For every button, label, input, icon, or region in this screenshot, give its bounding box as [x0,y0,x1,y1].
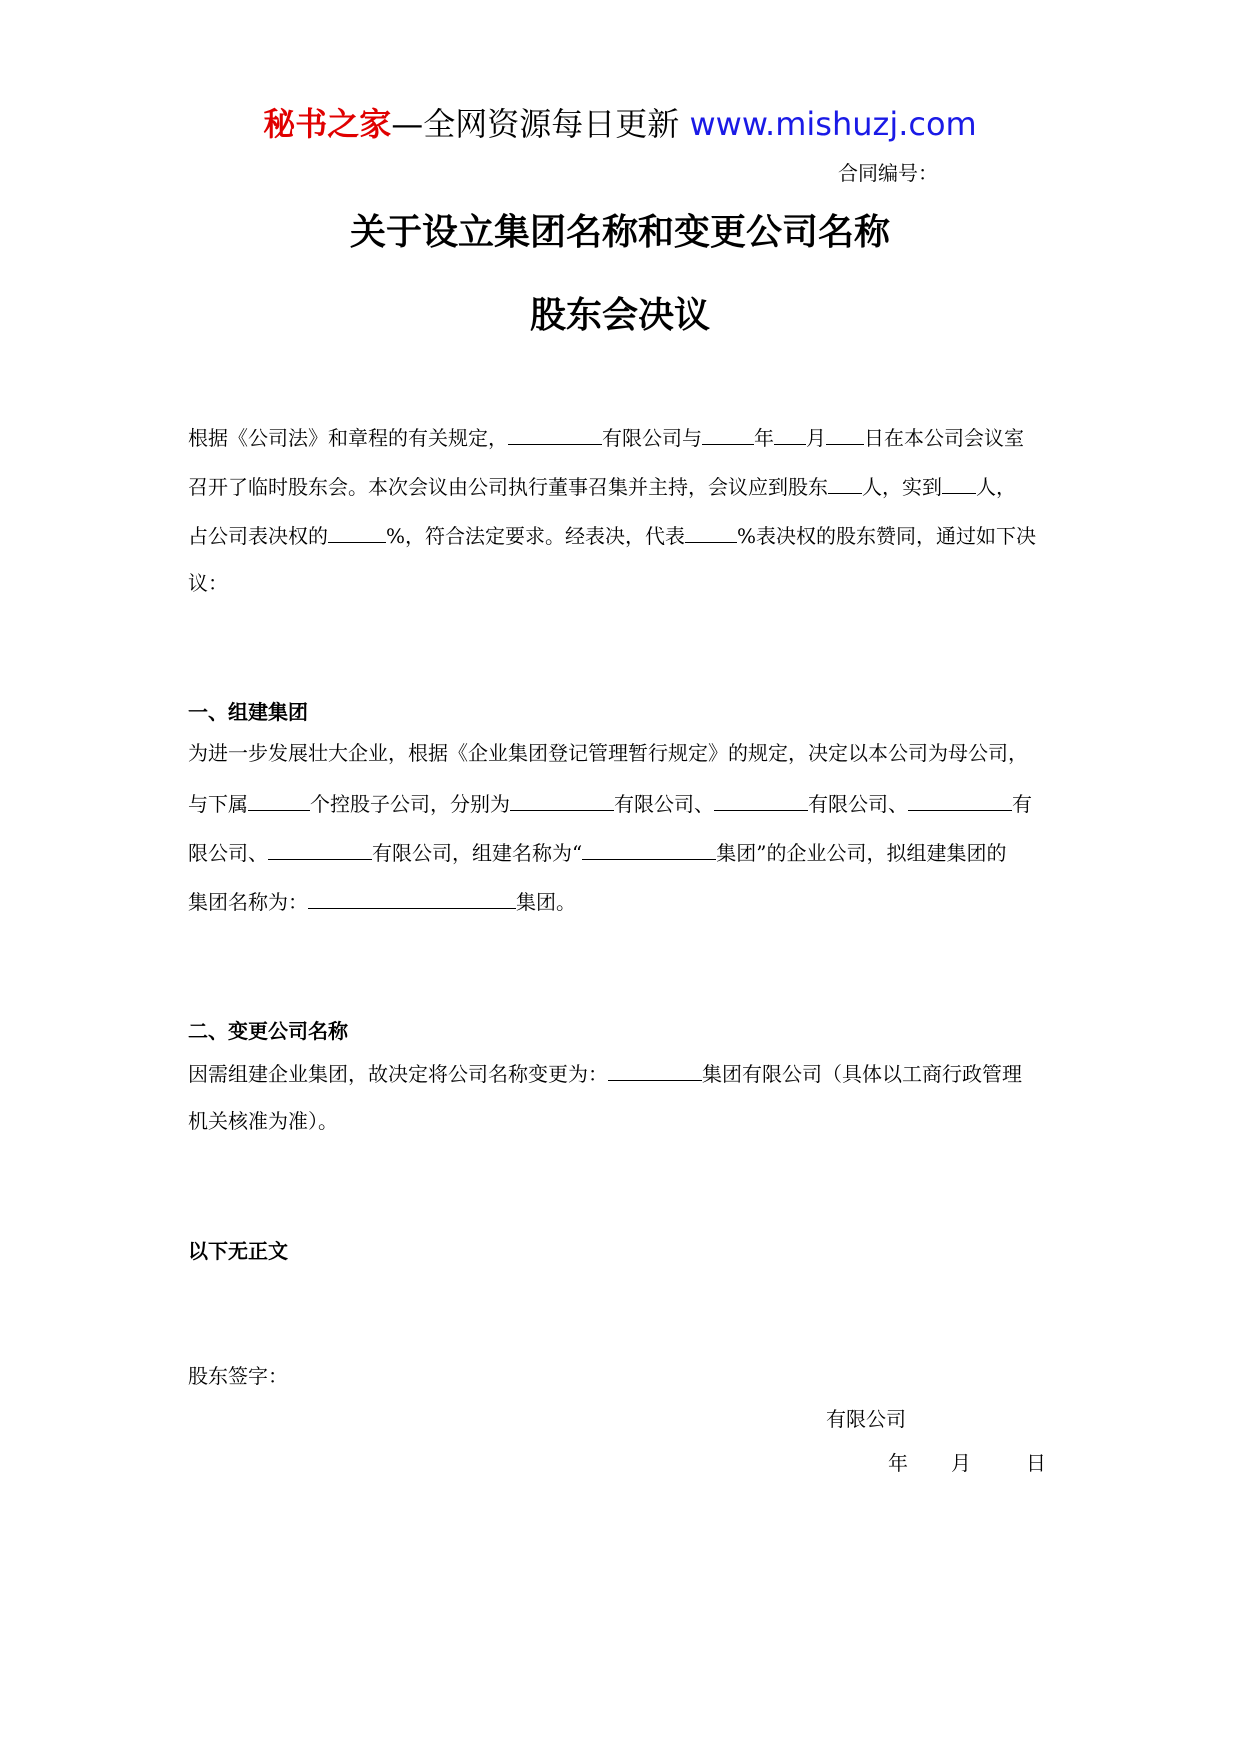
day-blank [826,422,864,445]
banner-tagline: —全网资源每日更新 [391,105,680,143]
document-title-line2: 股东会决议 [529,295,710,336]
company-name-blank [508,422,602,445]
subsidiary-1-blank [510,788,614,811]
approving-rights-blank [685,520,737,543]
year-blank [702,422,754,445]
subsidiary-3-blank [908,788,1012,811]
signature-company: 有限公司 [826,1407,906,1431]
site-banner [0,100,1240,148]
new-company-name-blank [608,1058,702,1081]
banner-brand: 秘书之家 [263,105,392,143]
intro-line-4: 议： [188,571,228,595]
section1-line-4: 集团名称为： 集团。 [188,886,576,916]
subsidiary-4-blank [268,837,372,860]
shareholders-present-blank [942,471,976,494]
section2-heading: 二、变更公司名称 [188,1019,348,1043]
voting-rights-blank [328,520,386,543]
contract-number-label: 合同编号： [838,161,938,185]
shareholder-signature-label: 股东签字： [188,1364,288,1388]
section1-line-3: 限公司、 有限公司，组建名称为“ 集团”的企业公司，拟组建集团的 [188,837,1006,867]
group-name-blank [308,886,516,909]
shareholders-expected-blank [828,471,862,494]
intro-line-1: 根据《公司法》和章程的有关规定， 有限公司与 年 月 日在本公司会议室 [188,422,1024,452]
section1-line-1: 为进一步发展壮大企业，根据《企业集团登记管理暂行规定》的规定，决定以本公司为母公司， [188,741,1028,765]
group-type-blank [582,837,716,860]
signature-year: 年 [888,1451,908,1475]
section2-line-2: 机关核准为准）。 [188,1109,338,1133]
intro-line-3: 占公司表决权的 %，符合法定要求。经表决，代表 %表决权的股东赞同，通过如下决 [188,520,1036,550]
subsidiary-2-blank [714,788,808,811]
intro-line-2: 召开了临时股东会。本次会议由公司执行董事召集并主持，会议应到股东 人，实到 人， [188,471,1016,501]
signature-day: 日 [1026,1451,1046,1475]
month-blank [774,422,806,445]
end-of-text-note: 以下无正文 [188,1239,288,1263]
signature-month: 月 [951,1451,971,1475]
banner-url-link[interactable]: www.mishuzj.com [689,105,977,143]
section1-line-2: 与下属 个控股子公司，分别为 有限公司、 有限公司、 有 [188,788,1032,818]
section1-heading: 一、组建集团 [188,700,308,724]
section2-line-1: 因需组建企业集团，故决定将公司名称变更为： 集团有限公司（具体以工商行政管理 [188,1058,1022,1088]
subsidiary-count-blank [248,788,310,811]
document-title-line1: 关于设立集团名称和变更公司名称 [349,212,890,253]
